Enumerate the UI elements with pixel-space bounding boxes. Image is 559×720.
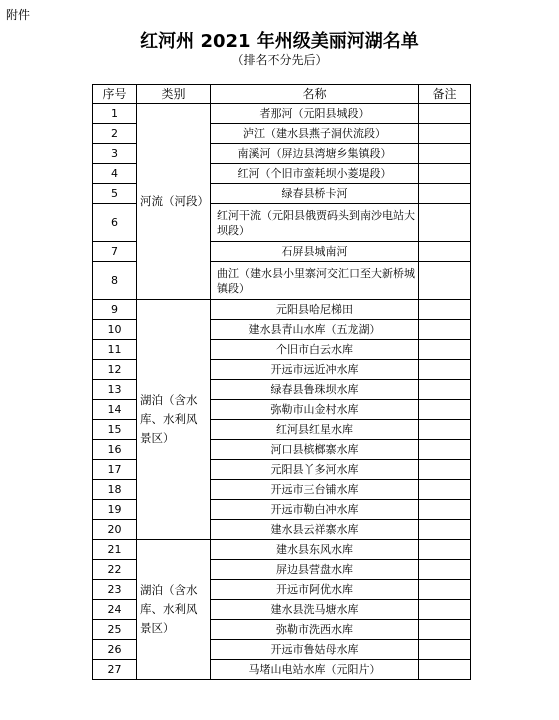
row-number: 25	[93, 620, 137, 640]
remark-cell	[419, 580, 471, 600]
remark-cell	[419, 164, 471, 184]
item-name: 建水县云祥寨水库	[211, 520, 419, 540]
column-header-category: 类别	[137, 85, 211, 104]
row-number: 14	[93, 400, 137, 420]
remark-cell	[419, 600, 471, 620]
item-name: 者那河（元阳县城段）	[211, 104, 419, 124]
item-name: 元阳县丫多河水库	[211, 460, 419, 480]
category-cell: 河流（河段）	[137, 104, 211, 300]
row-number: 9	[93, 300, 137, 320]
table-body	[93, 104, 471, 680]
item-name: 屏边县营盘水库	[211, 560, 419, 580]
item-name: 绿春县鲁珠坝水库	[211, 380, 419, 400]
column-header-name: 名称	[211, 85, 419, 104]
item-name: 开远市鲁姑母水库	[211, 640, 419, 660]
row-number: 17	[93, 460, 137, 480]
item-name: 红河干流（元阳县俄贾码头到南沙电站大坝段）	[211, 204, 419, 242]
item-name: 开远市勒白冲水库	[211, 500, 419, 520]
row-number: 20	[93, 520, 137, 540]
remark-cell	[419, 440, 471, 460]
row-number: 11	[93, 340, 137, 360]
row-number: 23	[93, 580, 137, 600]
remark-cell	[419, 184, 471, 204]
item-name: 开远市远近冲水库	[211, 360, 419, 380]
remark-cell	[419, 340, 471, 360]
remark-cell	[419, 300, 471, 320]
document-title: 红河州 2021 年州级美丽河湖名单	[140, 31, 419, 52]
row-number: 1	[93, 104, 137, 124]
item-name: 个旧市白云水库	[211, 340, 419, 360]
item-name: 开远市阿优水库	[211, 580, 419, 600]
column-header-remark: 备注	[419, 85, 471, 104]
row-number: 2	[93, 124, 137, 144]
table-row	[93, 104, 471, 124]
remark-cell	[419, 380, 471, 400]
item-name: 红河（个旧市蛮耗坝小菱堤段）	[211, 164, 419, 184]
remark-cell	[419, 204, 471, 242]
row-number: 10	[93, 320, 137, 340]
row-number: 8	[93, 262, 137, 300]
remark-cell	[419, 420, 471, 440]
table-header-row	[93, 85, 471, 104]
category-cell: 湖泊（含水库、水利风景区）	[137, 300, 211, 540]
item-name: 建水县青山水库（五龙湖）	[211, 320, 419, 340]
remark-cell	[419, 640, 471, 660]
table-row	[93, 300, 471, 320]
item-name: 开远市三台铺水库	[211, 480, 419, 500]
remark-cell	[419, 560, 471, 580]
item-name: 建水县东风水库	[211, 540, 419, 560]
remark-cell	[419, 520, 471, 540]
column-header-number: 序号	[93, 85, 137, 104]
row-number: 4	[93, 164, 137, 184]
row-number: 21	[93, 540, 137, 560]
item-name: 弥勒市洗西水库	[211, 620, 419, 640]
remark-cell	[419, 242, 471, 262]
item-name: 绿春县桥卡河	[211, 184, 419, 204]
table-row	[93, 540, 471, 560]
item-name: 马堵山电站水库（元阳片）	[211, 660, 419, 680]
remark-cell	[419, 540, 471, 560]
remark-cell	[419, 480, 471, 500]
row-number: 15	[93, 420, 137, 440]
remark-cell	[419, 620, 471, 640]
attachment-label: 附件	[6, 8, 31, 22]
row-number: 19	[93, 500, 137, 520]
item-name: 弥勒市山金村水库	[211, 400, 419, 420]
remark-cell	[419, 124, 471, 144]
item-name: 建水县洗马塘水库	[211, 600, 419, 620]
document-subtitle: （排名不分先后）	[231, 53, 328, 67]
row-number: 26	[93, 640, 137, 660]
category-cell: 湖泊（含水库、水利风景区）	[137, 540, 211, 680]
row-number: 16	[93, 440, 137, 460]
item-name: 南溪河（屏边县湾塘乡集镇段）	[211, 144, 419, 164]
row-number: 5	[93, 184, 137, 204]
row-number: 7	[93, 242, 137, 262]
remark-cell	[419, 500, 471, 520]
row-number: 22	[93, 560, 137, 580]
item-name: 曲江（建水县小里寨河交汇口至大新桥城镇段）	[211, 262, 419, 300]
rivers-lakes-table	[92, 84, 471, 680]
row-number: 6	[93, 204, 137, 242]
row-number: 12	[93, 360, 137, 380]
remark-cell	[419, 360, 471, 380]
remark-cell	[419, 104, 471, 124]
remark-cell	[419, 660, 471, 680]
row-number: 18	[93, 480, 137, 500]
remark-cell	[419, 460, 471, 480]
row-number: 24	[93, 600, 137, 620]
item-name: 元阳县哈尼梯田	[211, 300, 419, 320]
item-name: 红河县红星水库	[211, 420, 419, 440]
remark-cell	[419, 262, 471, 300]
remark-cell	[419, 144, 471, 164]
item-name: 石屏县城南河	[211, 242, 419, 262]
row-number: 13	[93, 380, 137, 400]
item-name: 河口县槟榔寨水库	[211, 440, 419, 460]
item-name: 泸江（建水县燕子洞伏流段）	[211, 124, 419, 144]
remark-cell	[419, 400, 471, 420]
row-number: 27	[93, 660, 137, 680]
remark-cell	[419, 320, 471, 340]
row-number: 3	[93, 144, 137, 164]
